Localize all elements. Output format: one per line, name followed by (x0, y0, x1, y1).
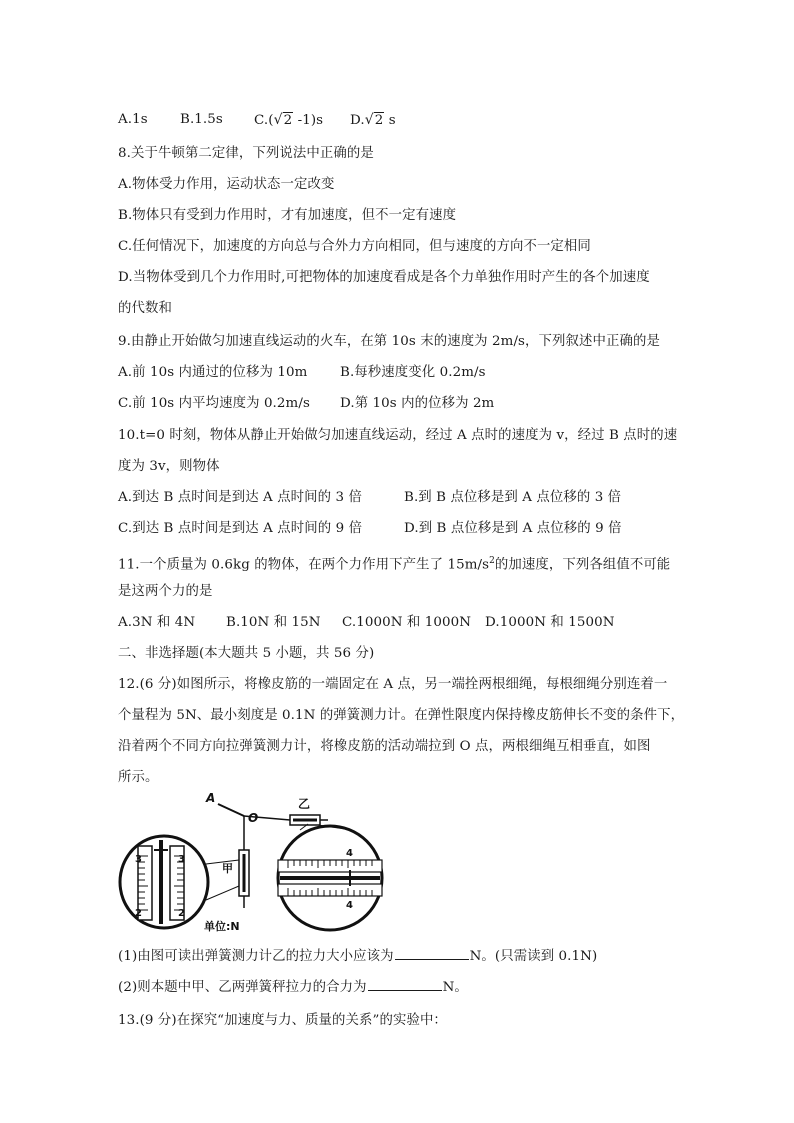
q9-stem: 9.由静止开始做匀加速直线运动的火车，在第 10s 末的速度为 2m/s，下列叙述中正确的是 (118, 334, 660, 349)
answer-blank-1[interactable] (395, 946, 469, 960)
scale-jia-top-r: 3 (178, 854, 185, 865)
section-2-title: 二、非选择题(本大题共 5 小题，共 56 分) (118, 646, 375, 661)
scale-yi-bottom: 4 (346, 900, 353, 911)
q9-row2 (118, 395, 678, 413)
label-o: O (248, 811, 259, 825)
q7-option-c: C.(√2 -1)s (254, 112, 324, 128)
q10-option-b: B.到 B 点位移是到 A 点位移的 3 倍 (404, 490, 622, 505)
q13-stem: 13.(9 分)在探究“加速度与力、质量的关系”的实验中： (118, 1013, 447, 1028)
sqrt-symbol: √2 (364, 112, 384, 128)
q12-line4: 所示。 (118, 770, 159, 785)
q9-option-a: A.前 10s 内通过的位移为 10m (118, 365, 308, 380)
q8-option-b: B.物体只有受到力作用时，才有加速度，但不一定有速度 (118, 208, 457, 223)
q9-option-b: B.每秒速度变化 0.2m/s (340, 365, 486, 380)
q8-option-a: A.物体受力作用，运动状态一定改变 (118, 177, 335, 192)
q11-option-b: B.10N 和 15N (226, 615, 321, 630)
unit-label: 单位:N (204, 920, 240, 933)
q9-row1 (118, 364, 678, 382)
q9-option-c: C.前 10s 内平均速度为 0.2m/s (118, 396, 310, 411)
q7-option-a: A.1s (118, 112, 148, 127)
q12-line1: 12.(6 分)如图所示，将橡皮筋的一端固定在 A 点，另一端拴两根细绳，每根细绳分别连着一 (118, 677, 668, 692)
rubber-band (218, 804, 244, 816)
q11-option-d: D.1000N 和 1500N (485, 615, 615, 630)
q7-option-b: B.1.5s (180, 112, 223, 127)
label-yi: 乙 (298, 797, 311, 811)
scale-jia-top: 3 (135, 854, 142, 865)
answer-blank-2[interactable] (368, 977, 442, 991)
q12-sub1: (1)由图可读出弹簧测力计乙的拉力大小应该为 N。(只需读到 0.1N) (118, 946, 597, 966)
q11-options (118, 614, 678, 632)
q8-option-d-cont: 的代数和 (118, 301, 172, 316)
q12-sub2: (2)则本题中甲、乙两弹簧秤拉力的合力为 N。 (118, 977, 468, 997)
q11-stem-cont: 是这两个力的是 (118, 584, 213, 599)
spring-scale-figure (118, 790, 428, 940)
q7-options (118, 111, 396, 129)
q12-line2: 个量程为 5N、最小刻度是 0.1N 的弹簧测力计。在弹性限度内保持橡皮筋伸长不变的条件下， (118, 708, 685, 723)
q11-stem: 11.一个质量为 0.6kg 的物体，在两个力作用下产生了 $15m/s^2$的加速度，下列各组值不可能 (118, 556, 671, 573)
scale-yi-top: 4 (346, 848, 353, 859)
q9-option-d: D.第 10s 内的位移为 2m (340, 396, 495, 411)
label-a: A (206, 791, 216, 805)
scale-jia-bottom-r: 2 (178, 908, 185, 919)
q12-line3: 沿着两个不同方向拉弹簧测力计，将橡皮筋的活动端拉到 O 点，两根细绳互相垂直，如图 (118, 739, 651, 754)
q10-option-a: A.到达 B 点时间是到达 A 点时间的 3 倍 (118, 490, 362, 505)
q10-option-c: C.到达 B 点时间是到达 A 点时间的 9 倍 (118, 521, 363, 536)
label-jia: 甲 (222, 862, 233, 875)
q10-row1 (118, 489, 678, 507)
scale-jia-bottom: 2 (135, 908, 142, 919)
q10-row2 (118, 520, 678, 538)
q8-option-c: C.任何情况下，加速度的方向总与合外力方向相同，但与速度的方向不一定相同 (118, 239, 591, 254)
q11-option-a: A.3N 和 4N (118, 615, 196, 630)
q10-stem: 10.t=0 时刻，物体从静止开始做匀加速直线运动，经过 A 点时的速度为 v，经过 B 点时的速 (118, 428, 678, 443)
q10-stem-cont: 度为 3v，则物体 (118, 459, 220, 474)
sqrt-symbol: √2 (273, 112, 293, 128)
q7-option-d: D.√2 s (350, 112, 396, 128)
q11-option-c: C.1000N 和 1000N (342, 615, 472, 630)
q8-option-d: D.当物体受到几个力作用时,可把物体的加速度看成是各个力单独作用时产生的各个加速度 (118, 270, 650, 285)
q8-stem: 8.关于牛顿第二定律，下列说法中正确的是 (118, 146, 374, 161)
q10-option-d: D.到 B 点位移是到 A 点位移的 9 倍 (404, 521, 622, 536)
